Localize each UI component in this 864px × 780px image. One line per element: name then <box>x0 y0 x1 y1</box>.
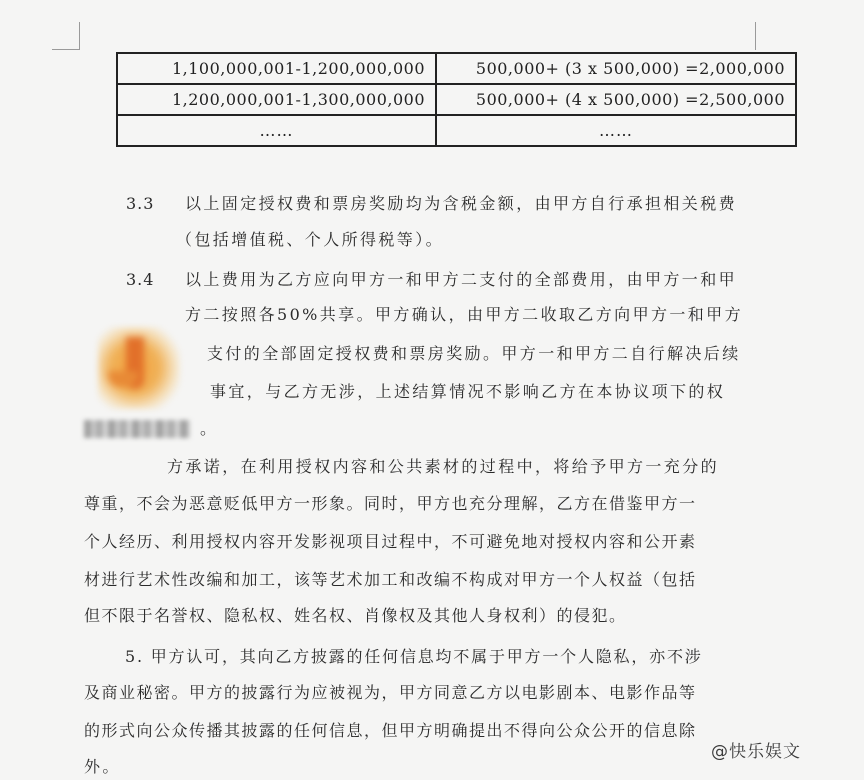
reward-cell: 500,000+ (4 x 500,000) =2,500,000 <box>436 84 796 115</box>
table-row <box>117 84 796 115</box>
clause-3-4-line: 事宜，与乙方无涉，上述结算情况不影响乙方在本协议项下的权 <box>210 382 726 401</box>
range-cell: 1,100,000,001-1,200,000,000 <box>117 53 436 84</box>
clause-4-line: 材进行艺术性改编和加工，该等艺术加工和改编不构成对甲方一个人权益（包括 <box>84 570 697 589</box>
table-row <box>117 115 796 146</box>
clause-4-line: 但不限于名誉权、隐私权、姓名权、肖像权及其他人身权利）的侵犯。 <box>84 606 627 625</box>
clause-3-4-line: 支付的全部固定授权费和票房奖励。甲方一和甲方二自行解决后续 <box>207 344 741 363</box>
blurred-logo-overlay <box>98 327 180 409</box>
range-cell: 1,200,000,001-1,300,000,000 <box>117 84 436 115</box>
clause-4-line: 尊重，不会为恶意贬低甲方一形象。同时，甲方也充分理解，乙方在借鉴甲方一 <box>84 494 697 513</box>
clause-4-line: 方承诺，在利用授权内容和公共素材的过程中，将给予甲方一充分的 <box>167 457 720 476</box>
clause-5-line: 及商业秘密。甲方的披露行为应被视为，甲方同意乙方以电影剧本、电影作品等 <box>84 683 697 702</box>
box-office-reward-table <box>116 52 797 147</box>
crop-mark-vertical-right <box>755 22 756 50</box>
clause-3-3-number: 3.3 <box>126 194 155 213</box>
reward-cell: 500,000+ (3 x 500,000) =2,000,000 <box>436 53 796 84</box>
range-cell: …… <box>117 115 436 146</box>
clause-3-4-number: 3.4 <box>126 270 155 289</box>
clause-4-line: 个人经历、利用授权内容开发影视项目过程中，不可避免地对授权内容和公开素 <box>84 532 697 551</box>
clause-5-line: 5. 甲方认可，其向乙方披露的任何信息均不属于甲方一个人隐私，亦不涉 <box>125 647 703 666</box>
clause-5-line: 外。 <box>84 757 121 776</box>
clause-3-3-line: 以上固定授权费和票房奖励均为含税金额，由甲方自行承担相关税费 <box>185 194 738 213</box>
crop-mark-horizontal <box>52 49 80 50</box>
source-watermark: @快乐娱文 <box>711 742 801 762</box>
clause-5-line: 的形式向公众传播其披露的任何信息，但甲方明确提出不得向公众公开的信息除 <box>84 721 697 740</box>
reward-cell: …… <box>436 115 796 146</box>
clause-3-4-line: 以上费用为乙方应向甲方一和甲方二支付的全部费用，由甲方一和甲 <box>185 270 738 289</box>
crop-mark-vertical-left <box>79 22 80 50</box>
table-row <box>117 53 796 84</box>
blurred-name-overlay <box>84 420 190 438</box>
clause-3-4-line: 方二按照各50%共享。甲方确认，由甲方二收取乙方向甲方一和甲方 <box>185 305 743 324</box>
clause-3-4-line: 。 <box>200 419 219 438</box>
clause-3-3-line: （包括增值税、个人所得税等）。 <box>176 230 445 249</box>
